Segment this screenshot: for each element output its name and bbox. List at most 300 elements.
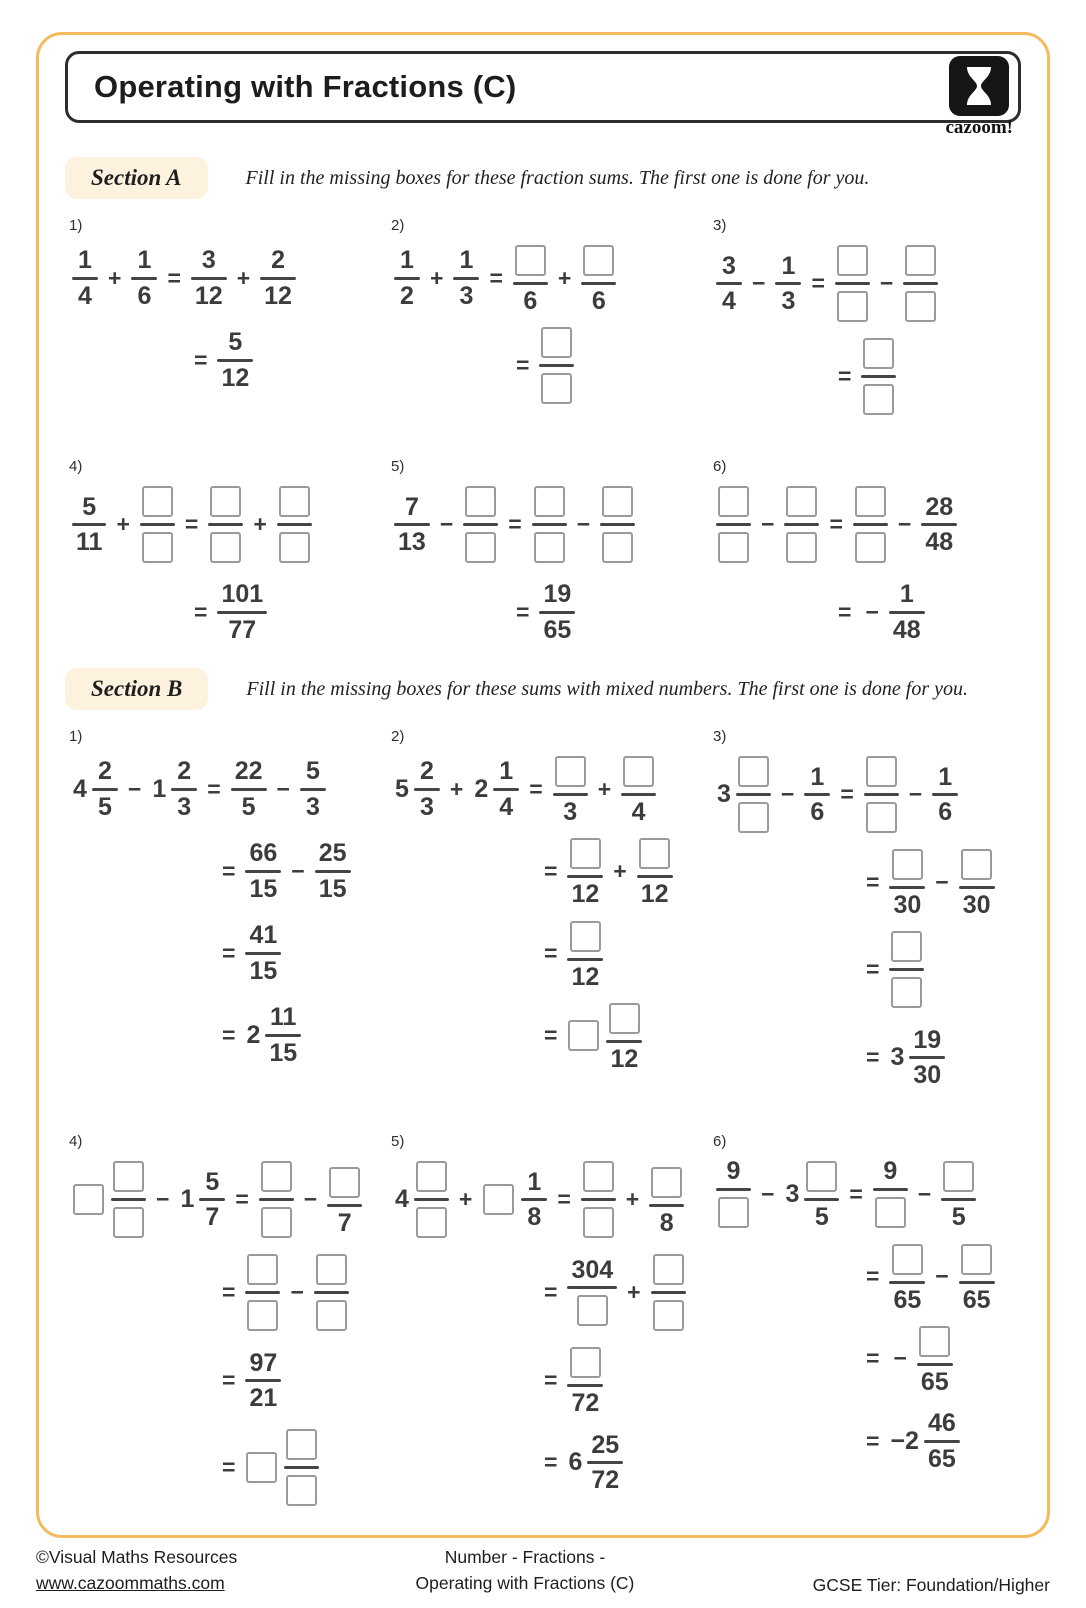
answer-box-numerator[interactable] (623, 756, 654, 787)
whole-number: −2 (890, 1426, 919, 1455)
fraction-bar (932, 793, 958, 796)
answer-box-numerator[interactable] (866, 756, 897, 787)
answer-box-denominator[interactable] (465, 532, 496, 563)
operator: − (908, 781, 923, 807)
problem-number: 2) (391, 217, 405, 234)
answer-box-numerator[interactable] (855, 486, 886, 517)
problem-number: 5) (391, 1133, 405, 1151)
answer-box-numerator[interactable] (465, 486, 496, 517)
answer-box-numerator[interactable] (891, 931, 922, 962)
fraction-denominator: 3 (459, 281, 474, 310)
answer-box-denominator[interactable] (891, 977, 922, 1008)
fraction-bar (245, 1291, 280, 1294)
operator: = (194, 346, 208, 373)
answer-box-denominator[interactable] (653, 1300, 684, 1331)
fraction-numerator: 25 (591, 1430, 620, 1459)
problem-number: 1) (69, 728, 83, 745)
fraction-denominator: 6 (137, 281, 152, 310)
answer-box[interactable] (483, 1184, 514, 1215)
equation-line (69, 753, 377, 825)
fraction-bar (621, 793, 656, 796)
fraction-denominator: 8 (659, 1208, 674, 1237)
fraction-denominator: 4 (78, 281, 92, 310)
fraction-denominator: 12 (221, 363, 250, 392)
operator: = (235, 1186, 249, 1213)
fraction-denominator: 72 (571, 1389, 600, 1418)
fraction-bar (191, 277, 227, 280)
equation-line (69, 242, 377, 314)
footer-worksheet-title: Operating with Fractions (C) (415, 1573, 635, 1593)
fraction-bar (140, 523, 175, 526)
answer-box-denominator[interactable] (866, 802, 897, 833)
operator: − (156, 1186, 170, 1213)
fraction-bar (217, 359, 253, 362)
operator: = (222, 1021, 236, 1048)
answer-box-numerator[interactable] (142, 486, 173, 517)
equation-line (215, 917, 377, 989)
answer-box-numerator[interactable] (515, 245, 546, 276)
answer-box-denominator[interactable] (905, 291, 936, 322)
fraction-bar (775, 282, 801, 285)
fraction-denominator: 3 (563, 798, 578, 826)
whole-number: 1 (180, 1185, 195, 1214)
section-b-label: Section B (65, 668, 208, 710)
fraction-denominator: 4 (631, 798, 646, 826)
answer-box-numerator[interactable] (261, 1161, 292, 1192)
fraction-numerator: 1 (781, 251, 796, 280)
fraction-numerator: 19 (913, 1025, 942, 1054)
answer-box-numerator[interactable] (329, 1167, 360, 1198)
problem (389, 217, 699, 428)
answer-box-numerator[interactable] (534, 486, 565, 517)
answer-box-denominator[interactable] (316, 1300, 347, 1331)
section-a (65, 157, 1021, 658)
problem-number: 1) (69, 217, 83, 234)
whole-number: 2 (246, 1020, 261, 1049)
fraction-bar (394, 277, 420, 280)
fraction-bar (245, 870, 281, 873)
equation-line (537, 918, 699, 990)
problem-number: 3) (713, 217, 727, 234)
fraction-bar (649, 1204, 684, 1207)
fraction-bar (72, 523, 106, 526)
answer-box-numerator[interactable] (943, 1161, 974, 1192)
answer-box-numerator[interactable] (892, 1244, 923, 1275)
equation-line (215, 1426, 377, 1509)
fraction-bar (804, 793, 830, 796)
answer-box-numerator[interactable] (316, 1254, 347, 1285)
fraction-denominator: 3 (305, 792, 320, 821)
fraction-denominator: 12 (571, 962, 600, 991)
fraction (92, 758, 118, 820)
equation-line (537, 1427, 699, 1499)
fraction-numerator: 3 (722, 251, 736, 280)
fraction (277, 483, 312, 566)
answer-box-numerator[interactable] (286, 1429, 317, 1460)
website-link[interactable]: www.cazoommaths.com (36, 1573, 225, 1593)
answer-box[interactable] (246, 1452, 277, 1483)
fraction-bar (217, 611, 267, 614)
fraction-bar (245, 1379, 281, 1382)
fraction-numerator: 1 (78, 246, 92, 275)
equation-line (187, 324, 377, 396)
answer-box-numerator[interactable] (570, 838, 601, 869)
operator: − (897, 511, 912, 537)
fraction (140, 483, 175, 566)
fraction-bar (315, 870, 351, 873)
equation-line (69, 1158, 377, 1241)
fraction-denominator: 15 (249, 956, 278, 985)
equation-line (509, 576, 699, 648)
fraction-denominator: 6 (810, 798, 825, 826)
answer-box-numerator[interactable] (555, 756, 586, 787)
operator: = (222, 1366, 236, 1393)
answer-box-denominator[interactable] (837, 291, 868, 322)
fraction-numerator: 9 (726, 1157, 741, 1186)
operator: − (893, 1345, 907, 1372)
fraction-numerator: 7 (404, 492, 419, 521)
fraction (587, 1432, 623, 1494)
operator: = (838, 598, 852, 625)
fraction-bar (804, 1198, 839, 1201)
fraction-denominator: 12 (194, 281, 223, 310)
section-b-heading (65, 668, 1021, 710)
fraction-denominator: 5 (814, 1203, 829, 1232)
answer-box-numerator[interactable] (961, 1244, 992, 1275)
fraction (651, 1251, 686, 1334)
equation-line (215, 1344, 377, 1416)
operator: = (529, 775, 543, 802)
problem-number: 3) (713, 728, 727, 745)
fraction-numerator: 304 (571, 1255, 614, 1284)
fraction-denominator: 4 (722, 287, 736, 315)
fraction-bar (327, 1204, 362, 1207)
footer-left (36, 1544, 237, 1597)
problem-number: 2) (391, 728, 405, 745)
fraction-denominator: 48 (892, 615, 921, 644)
answer-box-denominator[interactable] (863, 384, 894, 415)
fraction-denominator: 65 (927, 1444, 956, 1473)
answer-box-numerator[interactable] (786, 486, 817, 517)
fraction-bar (903, 282, 938, 285)
equation-line (859, 1241, 1021, 1313)
fraction (493, 758, 519, 820)
answer-box-denominator[interactable] (786, 532, 817, 563)
fraction-numerator: 97 (249, 1348, 278, 1377)
fraction-denominator: 21 (249, 1383, 278, 1412)
answer-box[interactable] (73, 1184, 104, 1215)
answer-box-denominator[interactable] (286, 1475, 317, 1506)
fraction (835, 242, 870, 325)
answer-box-numerator[interactable] (892, 849, 923, 880)
fraction-bar (300, 788, 326, 791)
answer-box-denominator[interactable] (738, 802, 769, 833)
whole-number: 4 (395, 1185, 409, 1214)
equation-line (537, 835, 699, 907)
answer-box-denominator[interactable] (416, 1207, 447, 1238)
operator: − (780, 781, 795, 807)
operator: − (276, 775, 290, 802)
answer-box-numerator[interactable] (653, 1254, 684, 1285)
fraction (300, 758, 326, 820)
fraction-numerator: 5 (205, 1168, 220, 1196)
answer-box-numerator[interactable] (570, 1347, 601, 1378)
cazoom-logo-text: cazoom! (945, 117, 1013, 138)
operator: + (449, 775, 464, 802)
answer-box-denominator[interactable] (718, 1197, 749, 1228)
fraction-denominator: 30 (962, 891, 991, 919)
fraction-numerator: 1 (459, 246, 474, 275)
fraction-bar (539, 364, 574, 367)
fraction-denominator: 7 (205, 1203, 220, 1232)
fraction-bar (521, 1198, 547, 1201)
equation-line (391, 483, 699, 566)
fraction-bar (208, 523, 243, 526)
operator: = (194, 598, 208, 625)
fraction-denominator: 6 (591, 287, 606, 315)
answer-box-numerator[interactable] (806, 1161, 837, 1192)
fraction (941, 1158, 976, 1230)
fraction (804, 1158, 839, 1230)
answer-box-numerator[interactable] (863, 338, 894, 369)
fraction (532, 483, 567, 566)
fraction (327, 1164, 362, 1236)
fraction-bar (567, 1384, 603, 1387)
answer-box-denominator[interactable] (210, 532, 241, 563)
fraction-denominator: 11 (76, 528, 103, 556)
operator: = (544, 1449, 558, 1475)
answer-box-numerator[interactable] (961, 849, 992, 880)
fraction (191, 247, 227, 309)
answer-box-numerator[interactable] (905, 245, 936, 276)
section-a-heading (65, 157, 1021, 199)
answer-box-numerator[interactable] (416, 1161, 447, 1192)
fraction (606, 1000, 642, 1072)
answer-box-numerator[interactable] (718, 486, 749, 517)
operator: + (116, 511, 130, 537)
answer-box-numerator[interactable] (279, 486, 310, 517)
fraction-bar (72, 277, 98, 280)
answer-box[interactable] (568, 1020, 599, 1051)
fraction (284, 1426, 319, 1509)
header (65, 51, 1021, 138)
equation-line (713, 242, 1021, 325)
answer-box-numerator[interactable] (570, 921, 601, 952)
fraction-bar (941, 1198, 976, 1201)
answer-box-denominator[interactable] (541, 373, 572, 404)
fraction-bar (924, 1440, 960, 1443)
fraction (804, 764, 830, 826)
fraction (513, 242, 548, 314)
fraction (72, 247, 98, 309)
fraction (716, 1158, 751, 1230)
fraction-bar (917, 1363, 953, 1366)
fraction-numerator: 5 (82, 492, 97, 521)
fraction-bar (716, 1188, 751, 1191)
equation-line (713, 483, 1021, 566)
answer-box-numerator[interactable] (113, 1161, 144, 1192)
equation-line (215, 835, 377, 907)
fraction-bar (532, 523, 567, 526)
fraction (917, 1323, 953, 1395)
fraction (245, 922, 281, 984)
answer-box-numerator[interactable] (247, 1254, 278, 1285)
operator: = (222, 1279, 236, 1306)
fraction-numerator: 66 (249, 839, 278, 868)
answer-box-denominator[interactable] (602, 532, 633, 563)
fraction-bar (92, 788, 118, 791)
fraction-numerator: 1 (400, 246, 414, 275)
fraction-bar (716, 523, 751, 526)
whole-number: 3 (785, 1179, 800, 1208)
answer-box-denominator[interactable] (247, 1300, 278, 1331)
fraction (864, 753, 899, 836)
fraction (889, 928, 924, 1011)
operator: − (291, 857, 305, 884)
fraction-denominator: 3 (419, 792, 434, 821)
fraction (314, 1251, 349, 1334)
answer-box-denominator[interactable] (875, 1197, 906, 1228)
answer-box-numerator[interactable] (651, 1167, 682, 1198)
operator: − (879, 270, 894, 296)
answer-box-denominator[interactable] (113, 1207, 144, 1238)
operator: + (108, 264, 122, 291)
operator: = (222, 1454, 236, 1481)
fraction (853, 483, 888, 566)
answer-box-numerator[interactable] (583, 245, 614, 276)
fraction (394, 247, 420, 309)
problem (389, 728, 699, 1103)
fraction-bar (314, 1291, 349, 1294)
fraction-bar (581, 1198, 616, 1201)
fraction-bar (567, 875, 603, 878)
fraction (581, 1158, 616, 1241)
problem (711, 217, 1021, 428)
operator: = (840, 781, 854, 807)
fraction-denominator: 15 (249, 874, 278, 903)
operator: = (516, 352, 530, 379)
fraction-bar (284, 1466, 319, 1469)
answer-box-denominator[interactable] (583, 1207, 614, 1238)
fraction-bar (959, 886, 995, 889)
answer-box-denominator[interactable] (279, 532, 310, 563)
answer-box-denominator[interactable] (142, 532, 173, 563)
answer-box-denominator[interactable] (261, 1207, 292, 1238)
fraction (539, 324, 574, 407)
fraction (909, 1027, 945, 1089)
fraction-numerator: 46 (927, 1409, 956, 1438)
operator: + (253, 511, 267, 537)
operator: − (761, 1180, 775, 1207)
fraction (539, 581, 575, 643)
fraction (861, 335, 896, 418)
answer-box-numerator[interactable] (639, 838, 670, 869)
answer-box-numerator[interactable] (583, 1161, 614, 1192)
whole-number: 2 (474, 774, 489, 803)
fraction-numerator: 1 (137, 246, 152, 275)
operator: = (544, 1366, 558, 1393)
fraction-bar (414, 788, 440, 791)
fraction-numerator: 41 (249, 921, 278, 950)
answer-box-denominator[interactable] (855, 532, 886, 563)
operator: − (303, 1186, 318, 1213)
fraction-bar (414, 1198, 449, 1201)
problem (67, 1133, 377, 1519)
fraction-bar (921, 523, 957, 526)
problem (711, 458, 1021, 658)
section-a-problems (65, 217, 1021, 658)
fraction-denominator: 12 (640, 880, 669, 909)
fraction (199, 1169, 225, 1231)
equation-line (509, 324, 699, 407)
fraction-denominator: 65 (893, 1285, 922, 1314)
answer-box-numerator[interactable] (609, 1003, 640, 1034)
answer-box-numerator[interactable] (837, 245, 868, 276)
fraction-denominator: 65 (920, 1367, 949, 1396)
whole-number: 5 (395, 774, 409, 803)
equation-line (537, 1344, 699, 1416)
fraction-bar (784, 523, 819, 526)
answer-box-denominator[interactable] (718, 532, 749, 563)
fraction-bar (581, 282, 616, 285)
problem (389, 1133, 699, 1519)
whole-number: 1 (152, 774, 167, 803)
operator: + (613, 857, 627, 884)
fraction-bar (553, 793, 588, 796)
answer-box-numerator[interactable] (541, 327, 572, 358)
fraction-numerator: 5 (305, 757, 320, 786)
operator: − (865, 598, 879, 625)
equation-line (859, 1021, 1021, 1093)
section-b (65, 668, 1021, 1519)
fraction-denominator: 5 (97, 792, 112, 821)
fraction-numerator: 1 (527, 1168, 542, 1196)
answer-box-numerator[interactable] (210, 486, 241, 517)
operator: = (184, 511, 199, 537)
operator: + (430, 264, 444, 291)
answer-box-numerator[interactable] (919, 1326, 950, 1357)
fraction-denominator: 8 (527, 1203, 542, 1232)
operator: + (627, 1279, 641, 1306)
operator: = (849, 1180, 863, 1207)
answer-box-numerator[interactable] (738, 756, 769, 787)
fraction-bar (637, 875, 673, 878)
fraction-bar (260, 277, 296, 280)
operator: = (489, 264, 503, 291)
answer-box-numerator[interactable] (602, 486, 633, 517)
fraction-denominator: 72 (591, 1466, 620, 1494)
fraction (775, 253, 801, 315)
fraction (521, 1169, 547, 1231)
fraction-denominator: 15 (318, 874, 347, 903)
problem-number: 4) (69, 1133, 83, 1151)
fraction-bar (567, 1286, 617, 1289)
fraction-bar (567, 958, 603, 961)
answer-box-denominator[interactable] (577, 1295, 608, 1326)
answer-box-denominator[interactable] (534, 532, 565, 563)
fraction (553, 753, 588, 825)
operator: = (544, 940, 558, 967)
equation-line (69, 483, 377, 566)
whole-number: 6 (568, 1448, 583, 1476)
operator: − (290, 1279, 304, 1306)
operator: + (236, 264, 251, 291)
problem-number: 6) (713, 458, 727, 475)
operator: = (866, 1345, 880, 1372)
operator: = (866, 868, 880, 895)
operator: − (917, 1180, 932, 1207)
fraction (959, 846, 995, 918)
